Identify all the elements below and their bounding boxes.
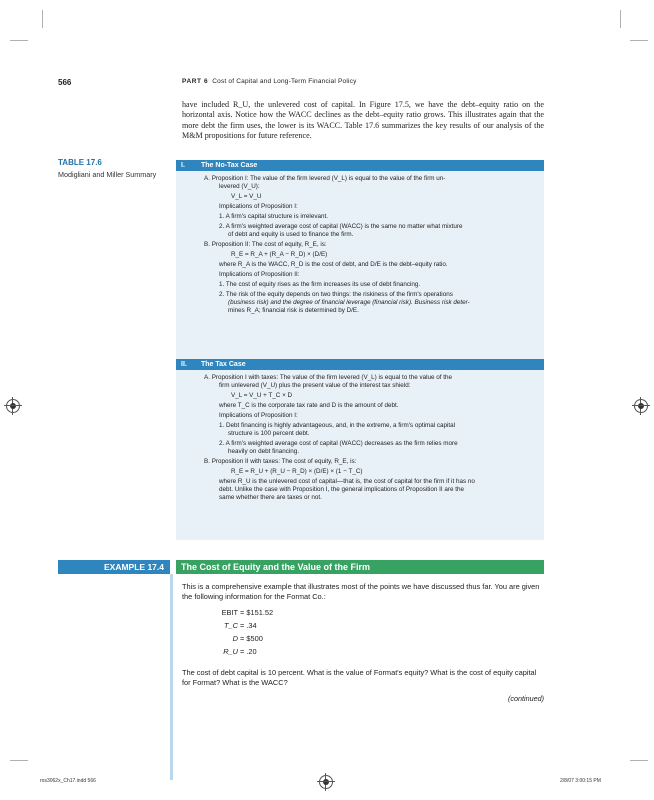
intro-paragraph: have included R_U, the unlevered cost of capital. In Figure 17.5, we have the debt–equity ratio on the horizontal axis. Notice how the WACC declines as the debt–equity ratio grows. This illustrates again that the more debt the firm uses, the lower is its WACC. Table 17.6 summarizes the key results of our analysis of the M&M propositions for future reference. (182, 100, 544, 141)
table-line: levered (V_U): (219, 183, 260, 190)
given-value: = .34 (240, 621, 257, 630)
given-name: T_C (224, 621, 238, 630)
table-equation: V_L = V_U + T_C × D (231, 392, 293, 399)
table-line: A. Proposition I: The value of the firm levered (V_L) is equal to the value of the firm un- (204, 175, 446, 182)
table-line: 1. A firm's capital structure is irrelevant. (219, 213, 328, 220)
table-caption: Modigliani and Miller Summary (58, 170, 157, 179)
section-title: The No-Tax Case (201, 162, 258, 169)
table-section-header (176, 359, 544, 370)
table-line: 1. The cost of equity rises as the firm increases its use of debt financing. (219, 281, 421, 288)
given-value: = $151.52 (240, 608, 274, 617)
registration-mark-bottom-icon (319, 775, 333, 789)
registration-mark-left-icon (6, 399, 20, 413)
section-roman: II. (181, 361, 187, 368)
given-value-text: .20 (246, 647, 257, 656)
table-line: B. Proposition II: The cost of equity, R_E, is: (204, 241, 327, 248)
table-line: structure is 100 percent debt. (228, 430, 310, 437)
part-title: Cost of Capital and Long-Term Financial Policy (212, 78, 357, 85)
table-line: firm unlevered (V_U) plus the present value of the interest tax shield: (219, 382, 411, 389)
table-line: 2. The risk of the equity depends on two things: the riskiness of the firm's operations (219, 291, 453, 298)
given-value: = $500 (240, 634, 263, 643)
table-line: Implications of Proposition I: (219, 412, 298, 419)
registration-mark-right-icon (634, 399, 648, 413)
given-name: EBIT (221, 608, 238, 617)
continued-note: (continued) (508, 694, 544, 703)
example-question: The cost of debt capital is 10 percent. What is the value of Format's equity? What is the cost of equity capital for Format? What is the WACC? (182, 668, 537, 687)
running-header (182, 78, 357, 85)
table-line: 1. Debt financing is highly advantageous, and, in the extreme, a firm's optimal capital (219, 422, 456, 429)
slug-timestamp: 2/8/07 3:00:15 PM (560, 778, 601, 784)
table-line: where R_A is the WACC, R_D is the cost of debt, and D/E is the debt–equity ratio. (219, 261, 448, 268)
table-equation: R_E = R_A + (R_A − R_D) × (D/E) (231, 251, 328, 258)
table-line: 2. A firm's weighted average cost of capital (WACC) is the same no matter what mixture (219, 223, 463, 230)
example-label: EXAMPLE 17.4 (58, 560, 170, 574)
table-section-body (176, 171, 544, 368)
slug-file: ros3062x_Ch17.indd 566 (40, 778, 96, 784)
example-title: The Cost of Equity and the Value of the Firm (176, 560, 544, 574)
table-line: of debt and equity is used to finance the firm. (228, 231, 354, 238)
table-line: where T_C is the corporate tax rate and D is the amount of debt. (219, 402, 399, 409)
given-name: D (232, 634, 238, 643)
given-value-text: $151.52 (246, 608, 274, 617)
table-section-header (176, 160, 544, 171)
table-line: Implications of Proposition I: (219, 203, 298, 210)
given-value: = .20 (240, 647, 257, 656)
table-line: mines R_A; financial risk is determined by D/E. (228, 307, 359, 314)
table-line: A. Proposition I with taxes: The value of the firm levered (V_L) is equal to the value of the (204, 374, 453, 381)
table-equation: V_L = V_U (231, 193, 262, 200)
table-line: 2. A firm's weighted average cost of capital (WACC) decreases as the firm relies more (219, 440, 458, 447)
table-equation: R_E = R_U + (R_U − R_D) × (D/E) × (1 − T_C) (231, 468, 363, 475)
table-line: Implications of Proposition II: (219, 271, 300, 278)
given-value-text: .34 (246, 621, 257, 630)
example-intro: This is a comprehensive example that illustrates most of the points we have discussed thus far. You are given the following information for the Format Co.: (182, 582, 540, 601)
table-line: debt. Unlike the case with Proposition I, the general implications of Proposition II are the (219, 486, 465, 493)
section-roman: I. (181, 162, 185, 169)
part-label: PART 6 (182, 78, 209, 85)
table-line: (business risk) and the degree of financial leverage (financial risk). Business risk deter- (228, 299, 470, 306)
table-line: same whether there are taxes or not. (219, 494, 322, 501)
table-section-body (176, 370, 544, 540)
section-title: The Tax Case (201, 361, 246, 368)
given-name: R_U (223, 647, 238, 656)
given-value-text: $500 (246, 634, 263, 643)
table-line: heavily on debt financing. (228, 448, 300, 455)
example-side-rule (170, 574, 173, 780)
page-number: 566 (58, 78, 72, 87)
table-label: TABLE 17.6 (58, 158, 102, 167)
table-line: B. Proposition II with taxes: The cost of equity, R_E, is: (204, 458, 357, 465)
table-line: where R_U is the unlevered cost of capital—that is, the cost of capital for the firm if it has no (219, 478, 475, 485)
